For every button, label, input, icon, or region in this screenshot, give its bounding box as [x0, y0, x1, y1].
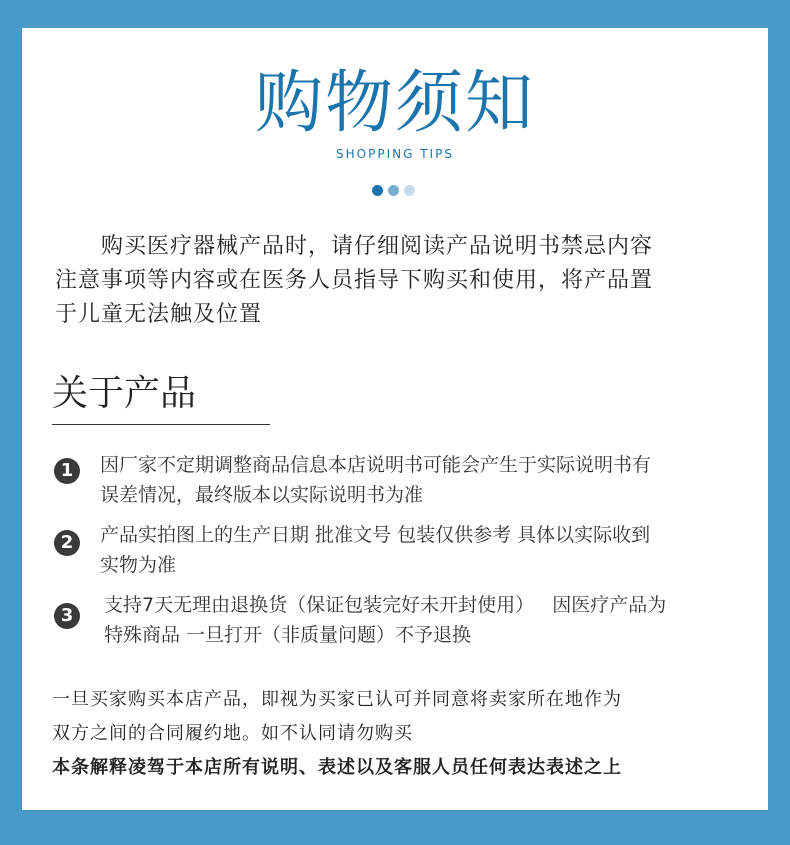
- product-note-3-text: [104, 590, 764, 650]
- page-title: 购物须知: [254, 64, 535, 143]
- intro-line-3: 于儿童无法触及位置: [55, 302, 263, 327]
- product-note-1-line-1: 因厂家不定期调整商品信息本店说明书可能会产生于实际说明书有: [100, 454, 652, 476]
- page-subtitle: SHOPPING TIPS: [336, 147, 454, 161]
- product-note-2-text: [100, 520, 760, 580]
- footer-terms: [52, 683, 752, 785]
- intro-line-2: 注意事项等内容或在医务人员指导下购买和使用，将产品置: [55, 268, 654, 293]
- number-badge-3: 3: [54, 603, 80, 629]
- section-divider: [52, 424, 270, 425]
- shopping-tips-card: [22, 28, 768, 810]
- product-note-1-text: [100, 450, 760, 510]
- footer-bold-line: 本条解释凌驾于本店所有说明、表述以及客服人员任何表达表述之上: [52, 757, 622, 778]
- product-note-2-line-1: 产品实拍图上的生产日期 批准文号 包装仅供参考 具体以实际收到: [100, 524, 651, 546]
- dot-3: [404, 185, 415, 196]
- decorative-dots: [372, 185, 415, 197]
- product-note-1-line-2: 误差情况，最终版本以实际说明书为准: [100, 484, 424, 506]
- product-note-3-line-1: 支持7天无理由退换货（保证包装完好未开封使用） 因医疗产品为: [104, 594, 667, 616]
- dot-1: [372, 185, 383, 196]
- intro-line-1: 购买医疗器械产品时，请仔细阅读产品说明书禁忌内容: [101, 234, 654, 259]
- dot-2: [388, 185, 399, 196]
- product-note-3-line-2: 特殊商品 一旦打开（非质量问题）不予退换: [104, 624, 472, 646]
- section-heading: 关于产品: [52, 373, 197, 414]
- footer-line-2: 双方之间的合同履约地。如不认同请勿购买: [52, 723, 413, 744]
- number-badge-2: 2: [54, 530, 80, 556]
- footer-line-1: 一旦买家购买本店产品，即视为买家已认可并同意将卖家所在地作为: [52, 689, 622, 710]
- intro-paragraph: [55, 230, 745, 332]
- product-note-2-line-2: 实物为准: [100, 554, 177, 576]
- number-badge-1: 1: [54, 458, 80, 484]
